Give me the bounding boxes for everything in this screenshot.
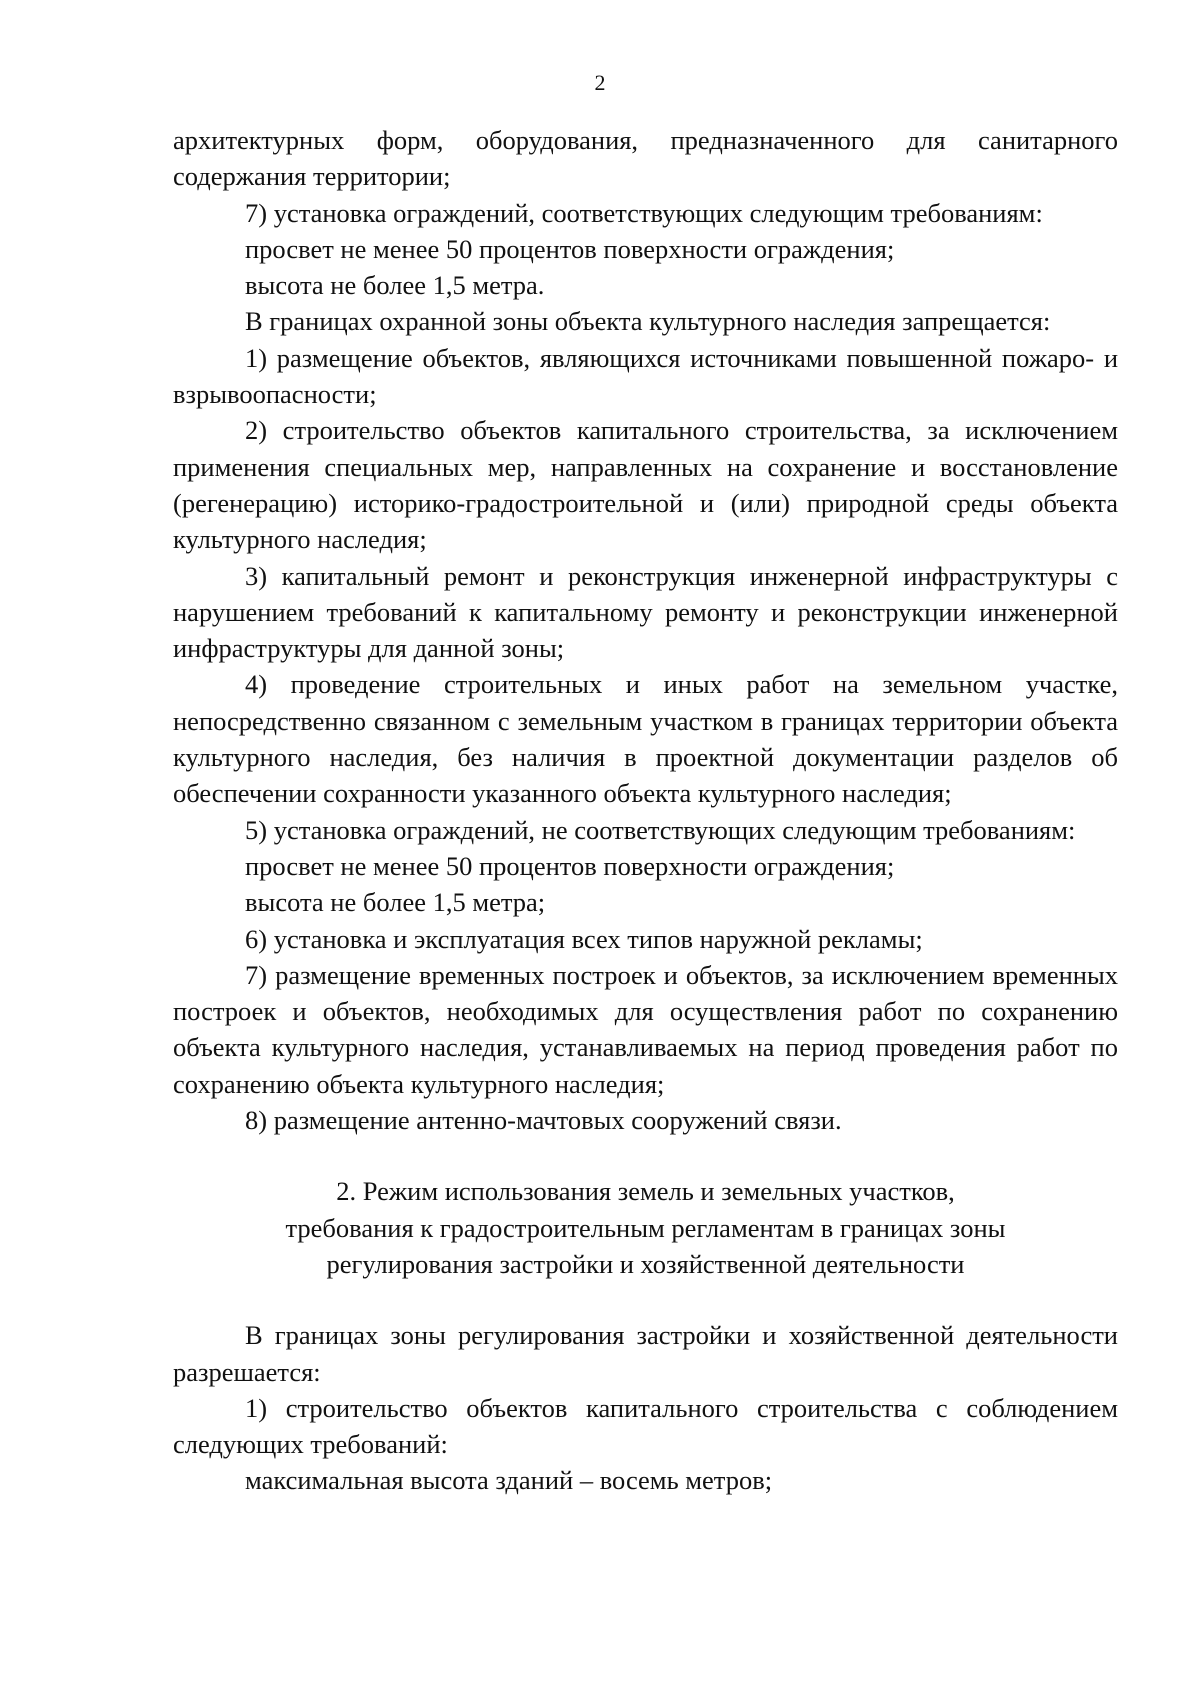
paragraph: 7) установка ограждений, соответствующих следующим требованиям: bbox=[245, 197, 1043, 228]
section-heading-line: требования к градостроительным регламентам в границах зоны bbox=[285, 1212, 1006, 1243]
paragraph: 1) строительство объектов капитального строительства с соблюдением следующих требований: bbox=[173, 1392, 1118, 1460]
section-heading bbox=[173, 1173, 1118, 1282]
paragraph: просвет не менее 50 процентов поверхности ограждения; bbox=[245, 233, 895, 264]
section-heading-line: 2. Режим использования земель и земельных участков, bbox=[336, 1176, 955, 1207]
document-body bbox=[173, 122, 1118, 1499]
paragraph: 6) установка и эксплуатация всех типов наружной рекламы; bbox=[245, 923, 923, 954]
paragraph: В границах охранной зоны объекта культурного наследия запрещается: bbox=[245, 306, 1051, 337]
paragraph: 4) проведение строительных и иных работ на земельном участке, непосредственно связанном с земельным участком в границах территории объекта культурного наследия, без наличия в проектной документации разделов об обеспечении сохранности указанного объекта культурного наследия; bbox=[173, 669, 1118, 809]
paragraph: высота не более 1,5 метра. bbox=[245, 270, 545, 301]
paragraph: архитектурных форм, оборудования, предназначенного для санитарного содержания территории; bbox=[173, 125, 1118, 192]
paragraph: В границах зоны регулирования застройки и хозяйственной деятельности разрешается: bbox=[173, 1320, 1118, 1387]
page-number: 2 bbox=[594, 70, 606, 95]
paragraph: 8) размещение антенно-мачтовых сооружений связи. bbox=[245, 1105, 842, 1136]
paragraph: 5) установка ограждений, не соответствующих следующим требованиям: bbox=[245, 814, 1076, 845]
section-heading-line: регулирования застройки и хозяйственной деятельности bbox=[326, 1248, 965, 1279]
paragraph: 7) размещение временных построек и объектов, за исключением временных построек и объектов, необходимых для осуществления работ по сохранению объекта культурного наследия, устанавливаемых на период проведения работ по сохранению объекта культурного наследия; bbox=[173, 959, 1118, 1099]
paragraph: высота не более 1,5 метра; bbox=[245, 887, 546, 918]
paragraph: 3) капитальный ремонт и реконструкция инженерной инфраструктуры с нарушением требований к капитальному ремонту и реконструкции инженерной инфраструктуры для данной зоны; bbox=[173, 560, 1118, 664]
paragraph: 1) размещение объектов, являющихся источниками повышенной пожаро- и взрывоопасности; bbox=[173, 342, 1118, 410]
paragraph: 2) строительство объектов капитального строительства, за исключением применения специальных мер, направленных на сохранение и восстановление (регенерацию) историко-градостроительной и (или) природной среды объекта культурного наследия; bbox=[173, 415, 1118, 555]
paragraph: просвет не менее 50 процентов поверхности ограждения; bbox=[245, 850, 895, 881]
paragraph: максимальная высота зданий – восемь метров; bbox=[245, 1465, 773, 1496]
